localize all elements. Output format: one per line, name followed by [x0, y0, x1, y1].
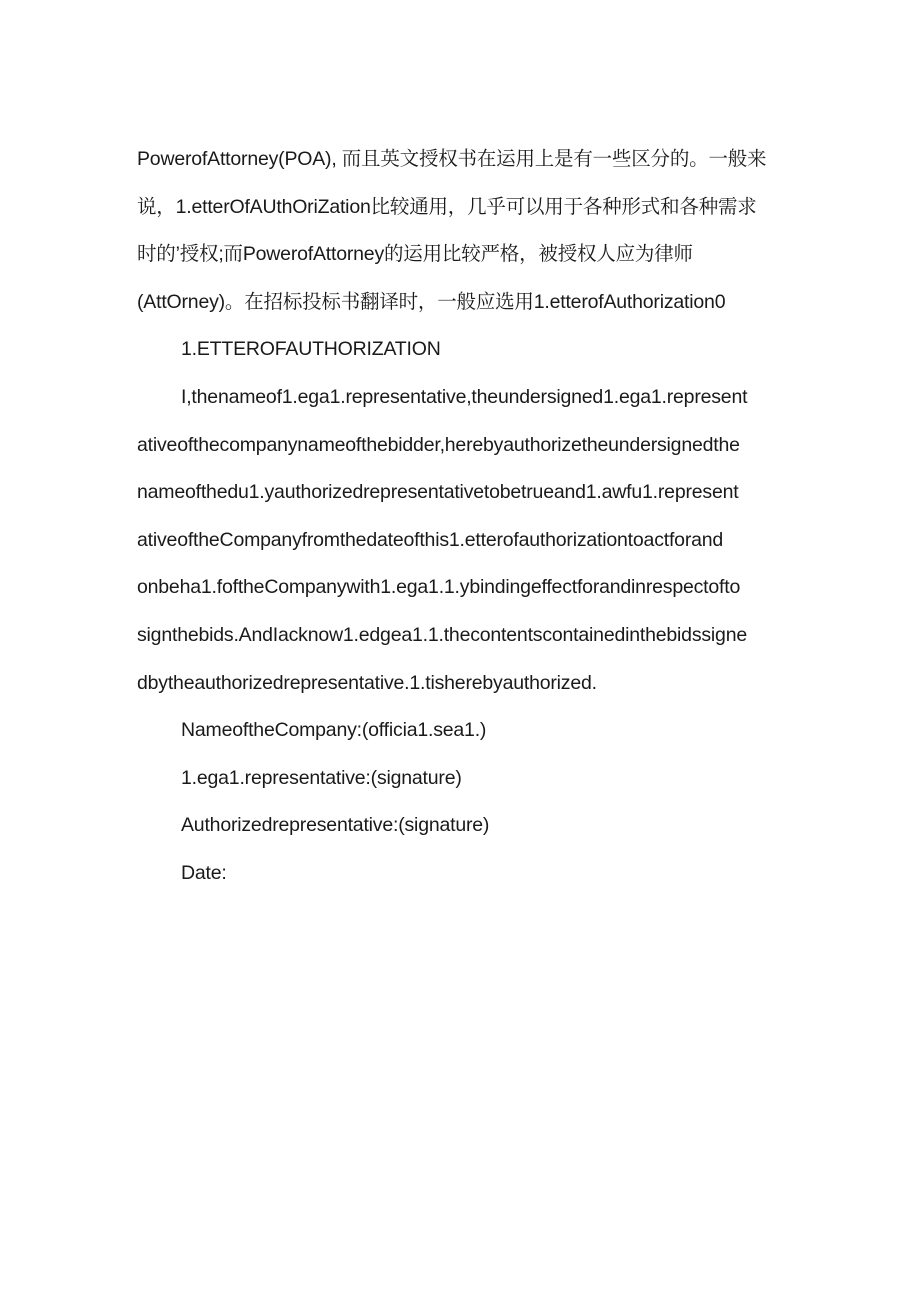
letter-body-line: dbytheauthorizedrepresentative.1.tisherebyauthorized. [137, 671, 597, 694]
letter-body-line: I,thenameof1.ega1.representative,theundersigned1.ega1.represent [181, 385, 748, 408]
letter-body-line: nameofthedu1.yauthorizedrepresentativetobetrueand1.awfu1.represent [137, 481, 739, 504]
document-content [137, 136, 787, 898]
letter-body [137, 374, 787, 707]
letter-heading: 1.ETTEROFAUTHORIZATION [181, 338, 441, 361]
company-name-field: NameoftheCompany:(officia1.sea1.) [181, 719, 487, 742]
letter-body-line: signthebids.AndIacknow1.edgea1.1.thecontentscontainedinthebidssigne [137, 623, 747, 646]
intro-line: PowerofAttorney(POA), 而且英文授权书在运用上是有一些区分的。一般来 [137, 148, 767, 170]
letter-body-line: onbeha1.foftheCompanywith1.ega1.1.ybindingeffectforandinrespectofto [137, 576, 741, 599]
letter-body-line: ativeoftheCompanyfromthedateofthis1.etterofauthorizationtoactforand [137, 528, 724, 551]
date-field: Date: [181, 861, 227, 884]
intro-line: (AttOrney)。在招标投标书翻译时，一般应选用1.etterofAuthorization0 [137, 290, 726, 313]
intro-line: 说，1.etterOfAUthOriZation比较通用，几乎可以用于各种形式和各种需求 [137, 195, 757, 218]
intro-line: 时的’授权;而PowerofAttorney的运用比较严格，被授权人应为律师 [137, 243, 693, 266]
letter-body-line: ativeofthecompanynameofthebidder,herebyauthorizetheundersignedthe [137, 433, 740, 456]
legal-representative-field: 1.ega1.representative:(signature) [181, 766, 462, 789]
intro-paragraph [137, 136, 787, 326]
authorized-representative-field: Authorizedrepresentative:(signature) [181, 814, 490, 837]
